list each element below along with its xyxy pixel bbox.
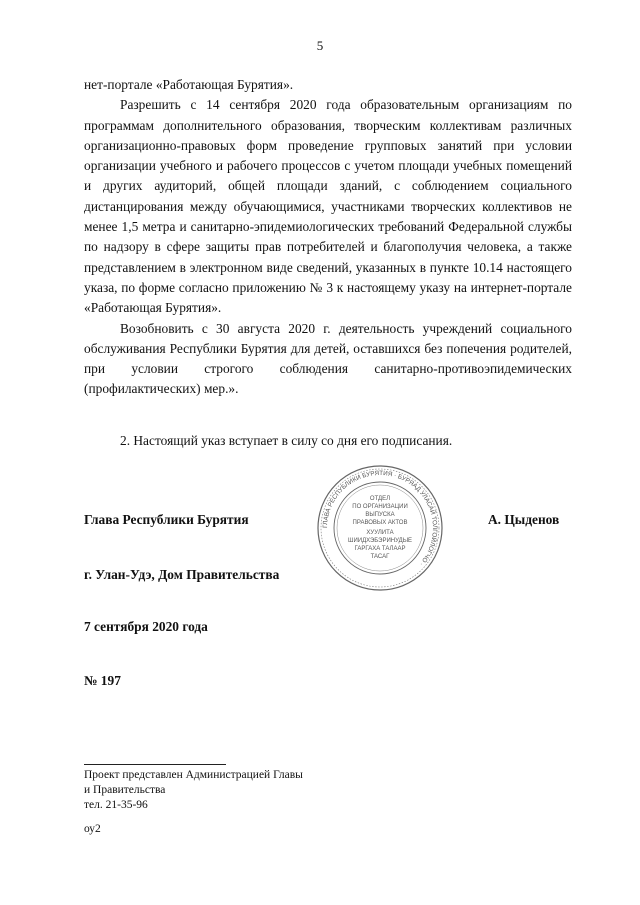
paragraph-social-services: Возобновить с 30 августа 2020 г. деятельность учреждений социального обслуживания Республики Бурятия для детей, оставшихся без попечения родителей, при условии строгого соблюдения санитарно-противоэпидемических (профилактических) мер.». [84,320,572,397]
footnote-divider [84,764,226,765]
footnote-phone: тел. 21-35-96 [84,799,148,811]
seal-line-5: ХУУЛИТА [366,530,394,536]
signatory-title: Глава Республики Бурятия [84,512,249,527]
final-clause [84,431,572,451]
footnote [84,768,303,813]
seal-line-2: ПО ОРГАНИЗАЦИИ [352,504,408,510]
seal-line-4: ПРАВОВЫХ АКТОВ [352,520,408,526]
document-code: оу2 [84,823,101,835]
seal-ring-text: ГЛАВА РЕСПУБЛИКИ БУРЯТИЯ · БУРЯАД УЛАСАЙ ТОЛГОЙЛОГЧО · [321,469,439,567]
seal-line-6: ШИИДХЭБЭРИНУДЫЕ [347,538,413,544]
paragraph-continuation: нет-портале «Работающая Бурятия». [84,77,294,92]
official-seal [316,464,444,592]
seal-line-1: ОТДЕЛ [369,496,391,502]
signing-place: г. Улан-Удэ, Дом Правительства [84,567,280,582]
page-number: 5 [316,38,324,53]
paragraph-additional-education: Разрешить с 14 сентября 2020 года образовательным организациям по программам дополнительного образования, творческим коллективам различных организационно-правовых форм проведение групповых занятий при условии организации учебного и рабочего процессов с учетом площади учебных помещений и других аудиторий, общей площади зданий, с соблюдением социального дистанцирования между обучающимися, участниками творческих коллективов не менее 1,5 метра и санитарно-эпидемиологических требований Федеральной службы по надзору в сфере защиты прав потребителей и благополучия человека, а также представлением в электронном виде сведений, указанных в пункте 10.14 настоящего указа, по форме согласно приложению № 3 к настоящему указу на интернет-портале «Работающая Бурятия». [84,97,572,316]
seal-line-7: ГАРГАХА ТАЛААР [354,546,406,552]
document-body [84,75,572,400]
seal-line-3: ВЫПУСКА [365,512,395,518]
footnote-line-2: и Правительства [84,784,166,796]
signing-date: 7 сентября 2020 года [84,619,208,634]
seal-line-8: ТАСАГ [370,554,390,560]
decree-number: № 197 [84,673,121,688]
footnote-line-1: Проект представлен Администрацией Главы [84,769,303,781]
signatory-name: А. Цыденов [488,512,560,527]
paragraph-entry-into-force: 2. Настоящий указ вступает в силу со дня его подписания. [120,433,453,448]
